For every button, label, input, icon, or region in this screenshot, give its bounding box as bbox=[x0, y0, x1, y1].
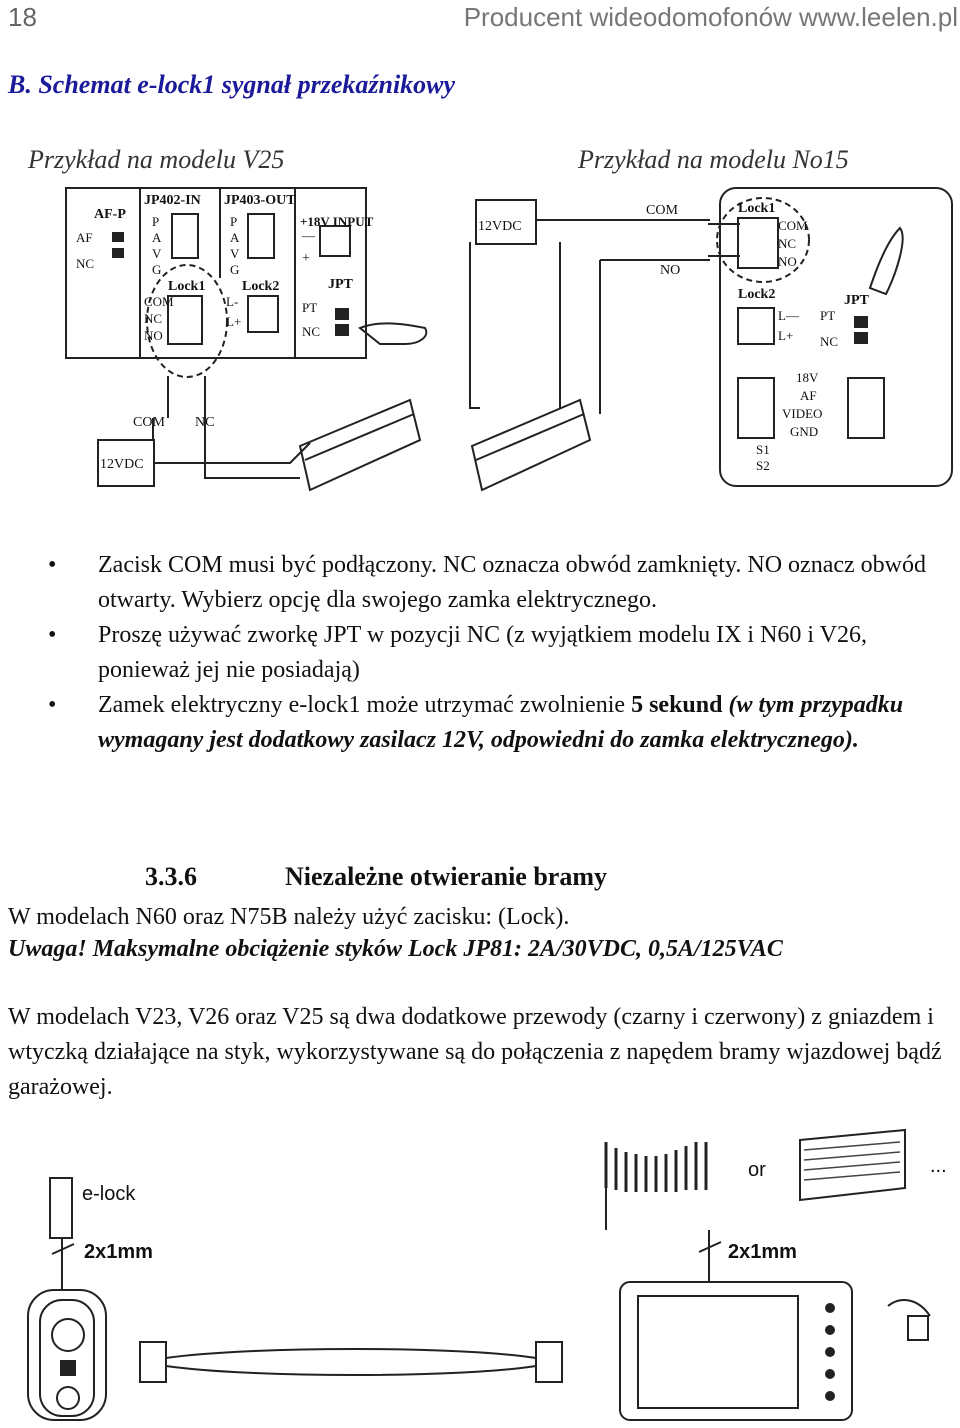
e-lock-device bbox=[50, 1178, 72, 1238]
subsection-heading bbox=[145, 862, 607, 892]
diagram-label: NC bbox=[76, 256, 95, 271]
diagram-label: COM bbox=[778, 218, 808, 233]
v25-label-af-p: AF-P bbox=[94, 207, 126, 222]
diagram-label: V bbox=[152, 246, 162, 261]
v25-psu-label: 12VDC bbox=[100, 457, 144, 472]
e-lock-label: e-lock bbox=[82, 1183, 136, 1205]
paragraph-gate: W modelach V23, V26 oraz V25 są dwa dodatkowe przewody (czarny i czerwony) z gniazdem i wtyczką działające na styk, wykorzystywane są do połączenia z napędem bramy wjazdowej bądź garażowej. bbox=[8, 1004, 942, 1100]
diagram-label: COM bbox=[133, 415, 165, 430]
bullet-text: Proszę używać zworkę JPT w pozycji NC (z wyjątkiem modelu IX i N60 i V26, ponieważ jej nie posiadają) bbox=[98, 622, 867, 683]
diagram-label: JP402-IN bbox=[144, 193, 201, 208]
diagram-label: +18V INPUT bbox=[300, 214, 374, 229]
diagram-label: NC bbox=[820, 334, 839, 349]
diagram-label: JP403-OUT bbox=[224, 193, 296, 208]
diagram-label: JPT bbox=[328, 277, 353, 292]
bullet-icon: • bbox=[48, 552, 57, 578]
bullet-item bbox=[48, 618, 948, 688]
no15-wiring-diagram bbox=[450, 178, 960, 498]
diagram-label: Lock2 bbox=[242, 279, 280, 294]
bullet-bold-italic-text: (w tym przypadku wymagany jest dodatkowy zasilacz 12V, odpowiedni do zamka elektrycznego). bbox=[98, 692, 904, 753]
warning-text: Maksymalne obciążenie styków Lock JP81: 2A/30VDC, 0,5A/125VAC bbox=[86, 936, 783, 962]
diagram-label: NO bbox=[778, 254, 797, 269]
no15-psu-label: 12VDC bbox=[478, 219, 522, 234]
warning-lead: Uwaga! bbox=[8, 936, 87, 962]
diagram-label: — bbox=[302, 228, 315, 243]
diagram-label: + bbox=[302, 251, 310, 266]
warning-paragraph bbox=[8, 932, 953, 966]
section-heading: B. Schemat e-lock1 sygnał przekaźnikowy bbox=[8, 70, 456, 99]
gate-wiring-diagram bbox=[0, 1120, 960, 1428]
caption-no15: Przykład na modelu No15 bbox=[578, 145, 849, 174]
diagram-label: P bbox=[230, 214, 238, 229]
v25-wiring-diagram bbox=[0, 178, 450, 498]
cable-label-left: 2x1mm bbox=[84, 1241, 153, 1263]
or-label: or bbox=[748, 1159, 766, 1181]
bullet-text: Zacisk COM musi być podłączony. NC oznacza obwód zamknięty. NO oznacz obwód otwarty. Wybierz opcję dla swojego zamka elektrycznego. bbox=[98, 552, 926, 613]
diagram-label: GND bbox=[790, 424, 819, 439]
power-adapter-icon bbox=[908, 1316, 928, 1340]
bullet-text: Zamek elektryczny e-lock1 może utrzymać zwolnienie bbox=[98, 692, 632, 718]
diagram-label: S1 bbox=[756, 442, 770, 457]
diagram-label: NO bbox=[144, 328, 163, 343]
diagram-label: Lock2 bbox=[738, 287, 776, 302]
diagram-label: P bbox=[152, 214, 160, 229]
diagram-label: COM bbox=[646, 203, 678, 218]
cable-label-right: 2x1mm bbox=[728, 1241, 797, 1263]
diagram-label: NC bbox=[195, 415, 215, 430]
diagram-label: AF bbox=[800, 388, 817, 403]
bullet-icon: • bbox=[48, 692, 57, 718]
hand-pointer-icon bbox=[360, 323, 426, 344]
diagram-label: A bbox=[230, 230, 240, 245]
subsection-number: 3.3.6 bbox=[145, 862, 197, 891]
diagram-label: NO bbox=[660, 263, 681, 278]
diagram-label: PT bbox=[302, 300, 318, 315]
bullet-list bbox=[48, 548, 948, 758]
diagram-label: VIDEO bbox=[782, 406, 823, 421]
diagram-label: L+ bbox=[778, 328, 794, 343]
diagram-label: COM bbox=[144, 294, 174, 309]
ellipsis-label: ... bbox=[930, 1155, 947, 1177]
diagram-label: 18V bbox=[796, 370, 819, 385]
diagram-label: Lock1 bbox=[168, 279, 206, 294]
bullet-item bbox=[48, 688, 948, 758]
diagram-label: JPT bbox=[844, 293, 869, 308]
paragraph-models: W modelach N60 oraz N75B należy użyć zacisku: (Lock). bbox=[8, 904, 570, 930]
diagram-label: NC bbox=[778, 236, 797, 251]
hand-pointer-icon bbox=[870, 228, 903, 294]
bullet-icon: • bbox=[48, 622, 57, 648]
indoor-monitor-icon bbox=[620, 1282, 852, 1420]
diagram-label: AF bbox=[76, 230, 93, 245]
garage-door-icon bbox=[800, 1130, 905, 1200]
diagram-label: V bbox=[230, 246, 240, 261]
subsection-title: Niezależne otwieranie bramy bbox=[285, 862, 608, 891]
diagram-label: A bbox=[152, 230, 162, 245]
caption-v25: Przykład na modelu V25 bbox=[28, 145, 285, 174]
diagram-label: NC bbox=[302, 324, 321, 339]
diagram-label: NC bbox=[144, 311, 163, 326]
diagram-label: L- bbox=[226, 294, 239, 309]
diagram-label: Lock1 bbox=[738, 201, 776, 216]
diagram-label: PT bbox=[820, 308, 836, 323]
diagram-label: S2 bbox=[756, 458, 770, 473]
diagram-label: L+ bbox=[226, 314, 242, 329]
diagram-label: G bbox=[152, 262, 162, 277]
bullet-bold-text: 5 sekund bbox=[631, 692, 723, 718]
bullet-item bbox=[48, 548, 948, 618]
diagram-label: G bbox=[230, 262, 240, 277]
running-head: Producent wideodomofonów www.leelen.pl bbox=[463, 2, 958, 32]
page-number: 18 bbox=[8, 2, 37, 32]
diagram-label: L— bbox=[778, 308, 799, 323]
